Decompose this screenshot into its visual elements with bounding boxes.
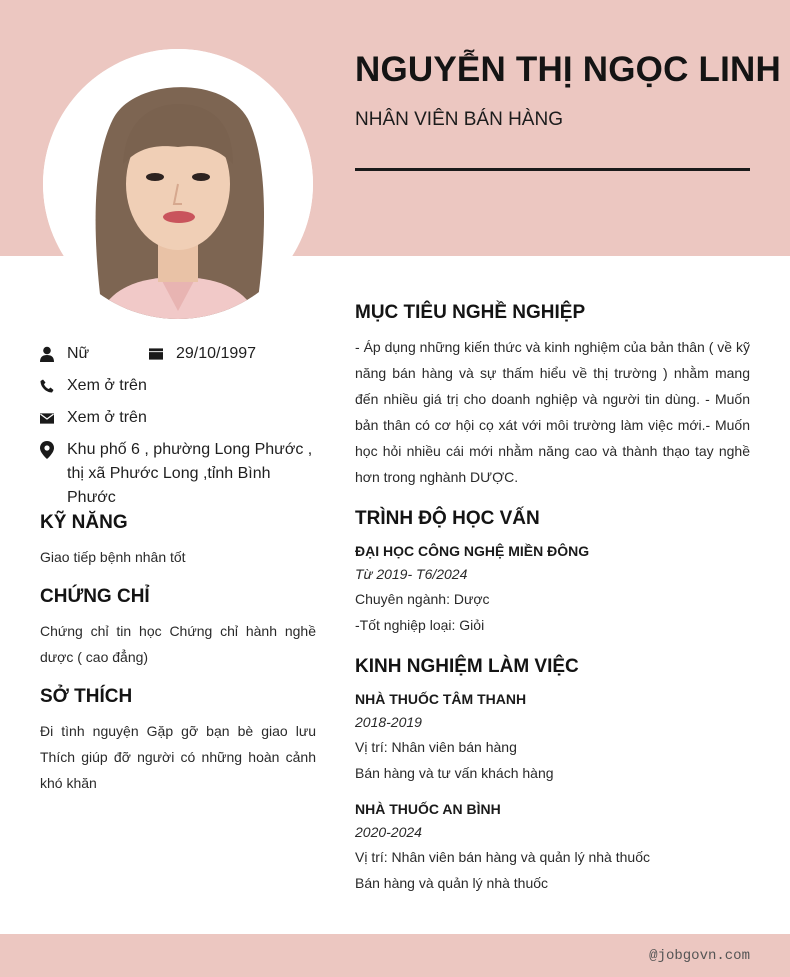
person-icon xyxy=(40,342,54,366)
certificates-section xyxy=(40,586,316,670)
job-period: 2018-2019 xyxy=(355,714,422,730)
objective-section xyxy=(355,302,750,490)
education-title: TRÌNH ĐỘ HỌC VẤN xyxy=(355,508,540,529)
email-row xyxy=(40,406,316,430)
school-name: ĐẠI HỌC CÔNG NGHỆ MIỀN ĐÔNG xyxy=(355,543,590,559)
education-grade: -Tốt nghiệp loại: Giỏi xyxy=(355,617,485,633)
education-major: Chuyên ngành: Dược xyxy=(355,591,490,607)
job-description: Bán hàng và tư vấn khách hàng xyxy=(355,765,554,781)
phone-row xyxy=(40,374,316,398)
skills-title: KỸ NĂNG xyxy=(40,512,128,533)
address-row xyxy=(40,438,316,510)
gender-value: Nữ xyxy=(67,345,90,362)
right-column xyxy=(355,302,750,914)
hobbies-title: SỞ THÍCH xyxy=(40,686,133,707)
birthdate-value: 29/10/1997 xyxy=(176,345,257,362)
birthdate-row xyxy=(149,342,256,366)
job-entry xyxy=(355,798,750,896)
hobbies-text: Đi tình nguyện Gặp gỡ bạn bè giao lưu Thích giúp đỡ người có những hoàn cảnh khó khăn xyxy=(40,723,316,791)
job-position: Vị trí: Nhân viên bán hàng xyxy=(355,739,517,755)
hobbies-section xyxy=(40,686,316,796)
education-section xyxy=(355,508,750,638)
experience-title: KINH NGHIỆM LÀM VIỆC xyxy=(355,656,579,677)
phone-icon xyxy=(40,374,54,398)
skills-text: Giao tiếp bệnh nhân tốt xyxy=(40,549,186,565)
objective-title: MỤC TIÊU NGHỀ NGHIỆP xyxy=(355,302,586,323)
job-title: NHÂN VIÊN BÁN HÀNG xyxy=(355,109,563,130)
left-sections xyxy=(40,512,316,812)
certificates-text: Chứng chỉ tin học Chứng chỉ hành nghề dược ( cao đẳng) xyxy=(40,623,316,665)
job-entry xyxy=(355,688,750,786)
experience-section xyxy=(355,656,750,896)
gender-birth-row xyxy=(40,342,316,374)
profile-photo xyxy=(43,49,313,319)
email-value: Xem ở trên xyxy=(67,409,147,426)
objective-text: - Áp dụng những kiến thức và kinh nghiệm của bản thân ( về kỹ năng bán hàng và sự thấm hiểu về thị trường ) nhằm mang đến nhiều giá trị cho doanh nghiệp và người tin dùng. - Muốn bản thân có cơ hội cọ xát với môi trường làm việc mới.- Muốn học hỏi nhiều cái mới nhằm năng cao và thành thạo tay nghề hơn trong nghành DƯỢC. xyxy=(355,339,750,485)
contact-info xyxy=(40,342,316,518)
job-position: Vị trí: Nhân viên bán hàng và quản lý nhà thuốc xyxy=(355,849,650,865)
job-company: NHÀ THUỐC TÂM THANH xyxy=(355,691,527,707)
education-period: Từ 2019- T6/2024 xyxy=(355,566,468,582)
watermark: @jobgovn.com xyxy=(649,948,750,964)
job-period: 2020-2024 xyxy=(355,824,422,840)
envelope-icon xyxy=(40,406,54,430)
certificates-title: CHỨNG CHỈ xyxy=(40,586,150,607)
skills-section xyxy=(40,512,316,570)
address-value xyxy=(67,438,316,510)
candidate-name: NGUYỄN THỊ NGỌC LINH xyxy=(355,50,781,89)
location-pin-icon xyxy=(40,438,54,462)
job-description: Bán hàng và quản lý nhà thuốc xyxy=(355,875,549,891)
gender-row xyxy=(40,342,149,366)
calendar-icon xyxy=(149,342,163,366)
address-line-1: Khu phố 6 , phường Long Phước , xyxy=(67,441,313,458)
header-divider xyxy=(355,168,750,171)
job-company: NHÀ THUỐC AN BÌNH xyxy=(355,801,501,817)
address-line-2: thị xã Phước Long ,tỉnh Bình Phước xyxy=(67,465,271,506)
phone-value: Xem ở trên xyxy=(67,377,147,394)
